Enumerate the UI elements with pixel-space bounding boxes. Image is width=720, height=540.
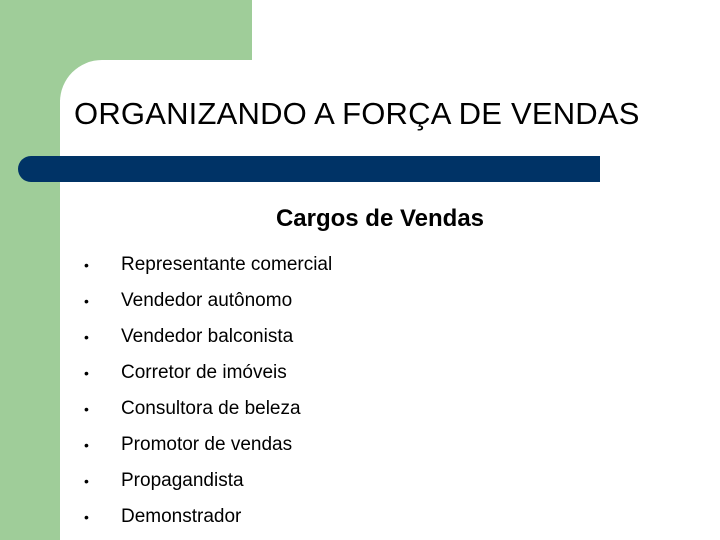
list-item <box>84 463 332 499</box>
list-item-label: Vendedor autônomo <box>121 290 293 311</box>
list-item <box>84 283 332 319</box>
list-item-label: Corretor de imóveis <box>121 362 287 383</box>
list-item <box>84 499 332 535</box>
bullet-icon: • <box>84 437 89 453</box>
list-item-label: Promotor de vendas <box>121 434 293 455</box>
list-item <box>84 427 332 463</box>
list-item <box>84 391 332 427</box>
list-item <box>84 319 332 355</box>
bullet-icon: • <box>84 509 89 525</box>
bullet-icon: • <box>84 293 89 309</box>
title-underline-bar <box>18 156 600 182</box>
slide-title: ORGANIZANDO A FORÇA DE VENDAS <box>74 96 640 131</box>
sales-roles-list <box>84 247 332 535</box>
bullet-icon: • <box>84 257 89 273</box>
list-item <box>84 247 332 283</box>
bullet-icon: • <box>84 473 89 489</box>
list-item-label: Propagandista <box>121 470 244 491</box>
list-item-label: Vendedor balconista <box>121 326 294 347</box>
bullet-icon: • <box>84 329 89 345</box>
decorative-green-band-left <box>0 0 60 540</box>
bullet-icon: • <box>84 365 89 381</box>
bullet-icon: • <box>84 401 89 417</box>
list-item <box>84 355 332 391</box>
list-item-label: Demonstrador <box>121 506 242 527</box>
list-item-label: Consultora de beleza <box>121 398 301 419</box>
slide-subtitle: Cargos de Vendas <box>275 205 485 232</box>
list-item-label: Representante comercial <box>121 254 333 275</box>
